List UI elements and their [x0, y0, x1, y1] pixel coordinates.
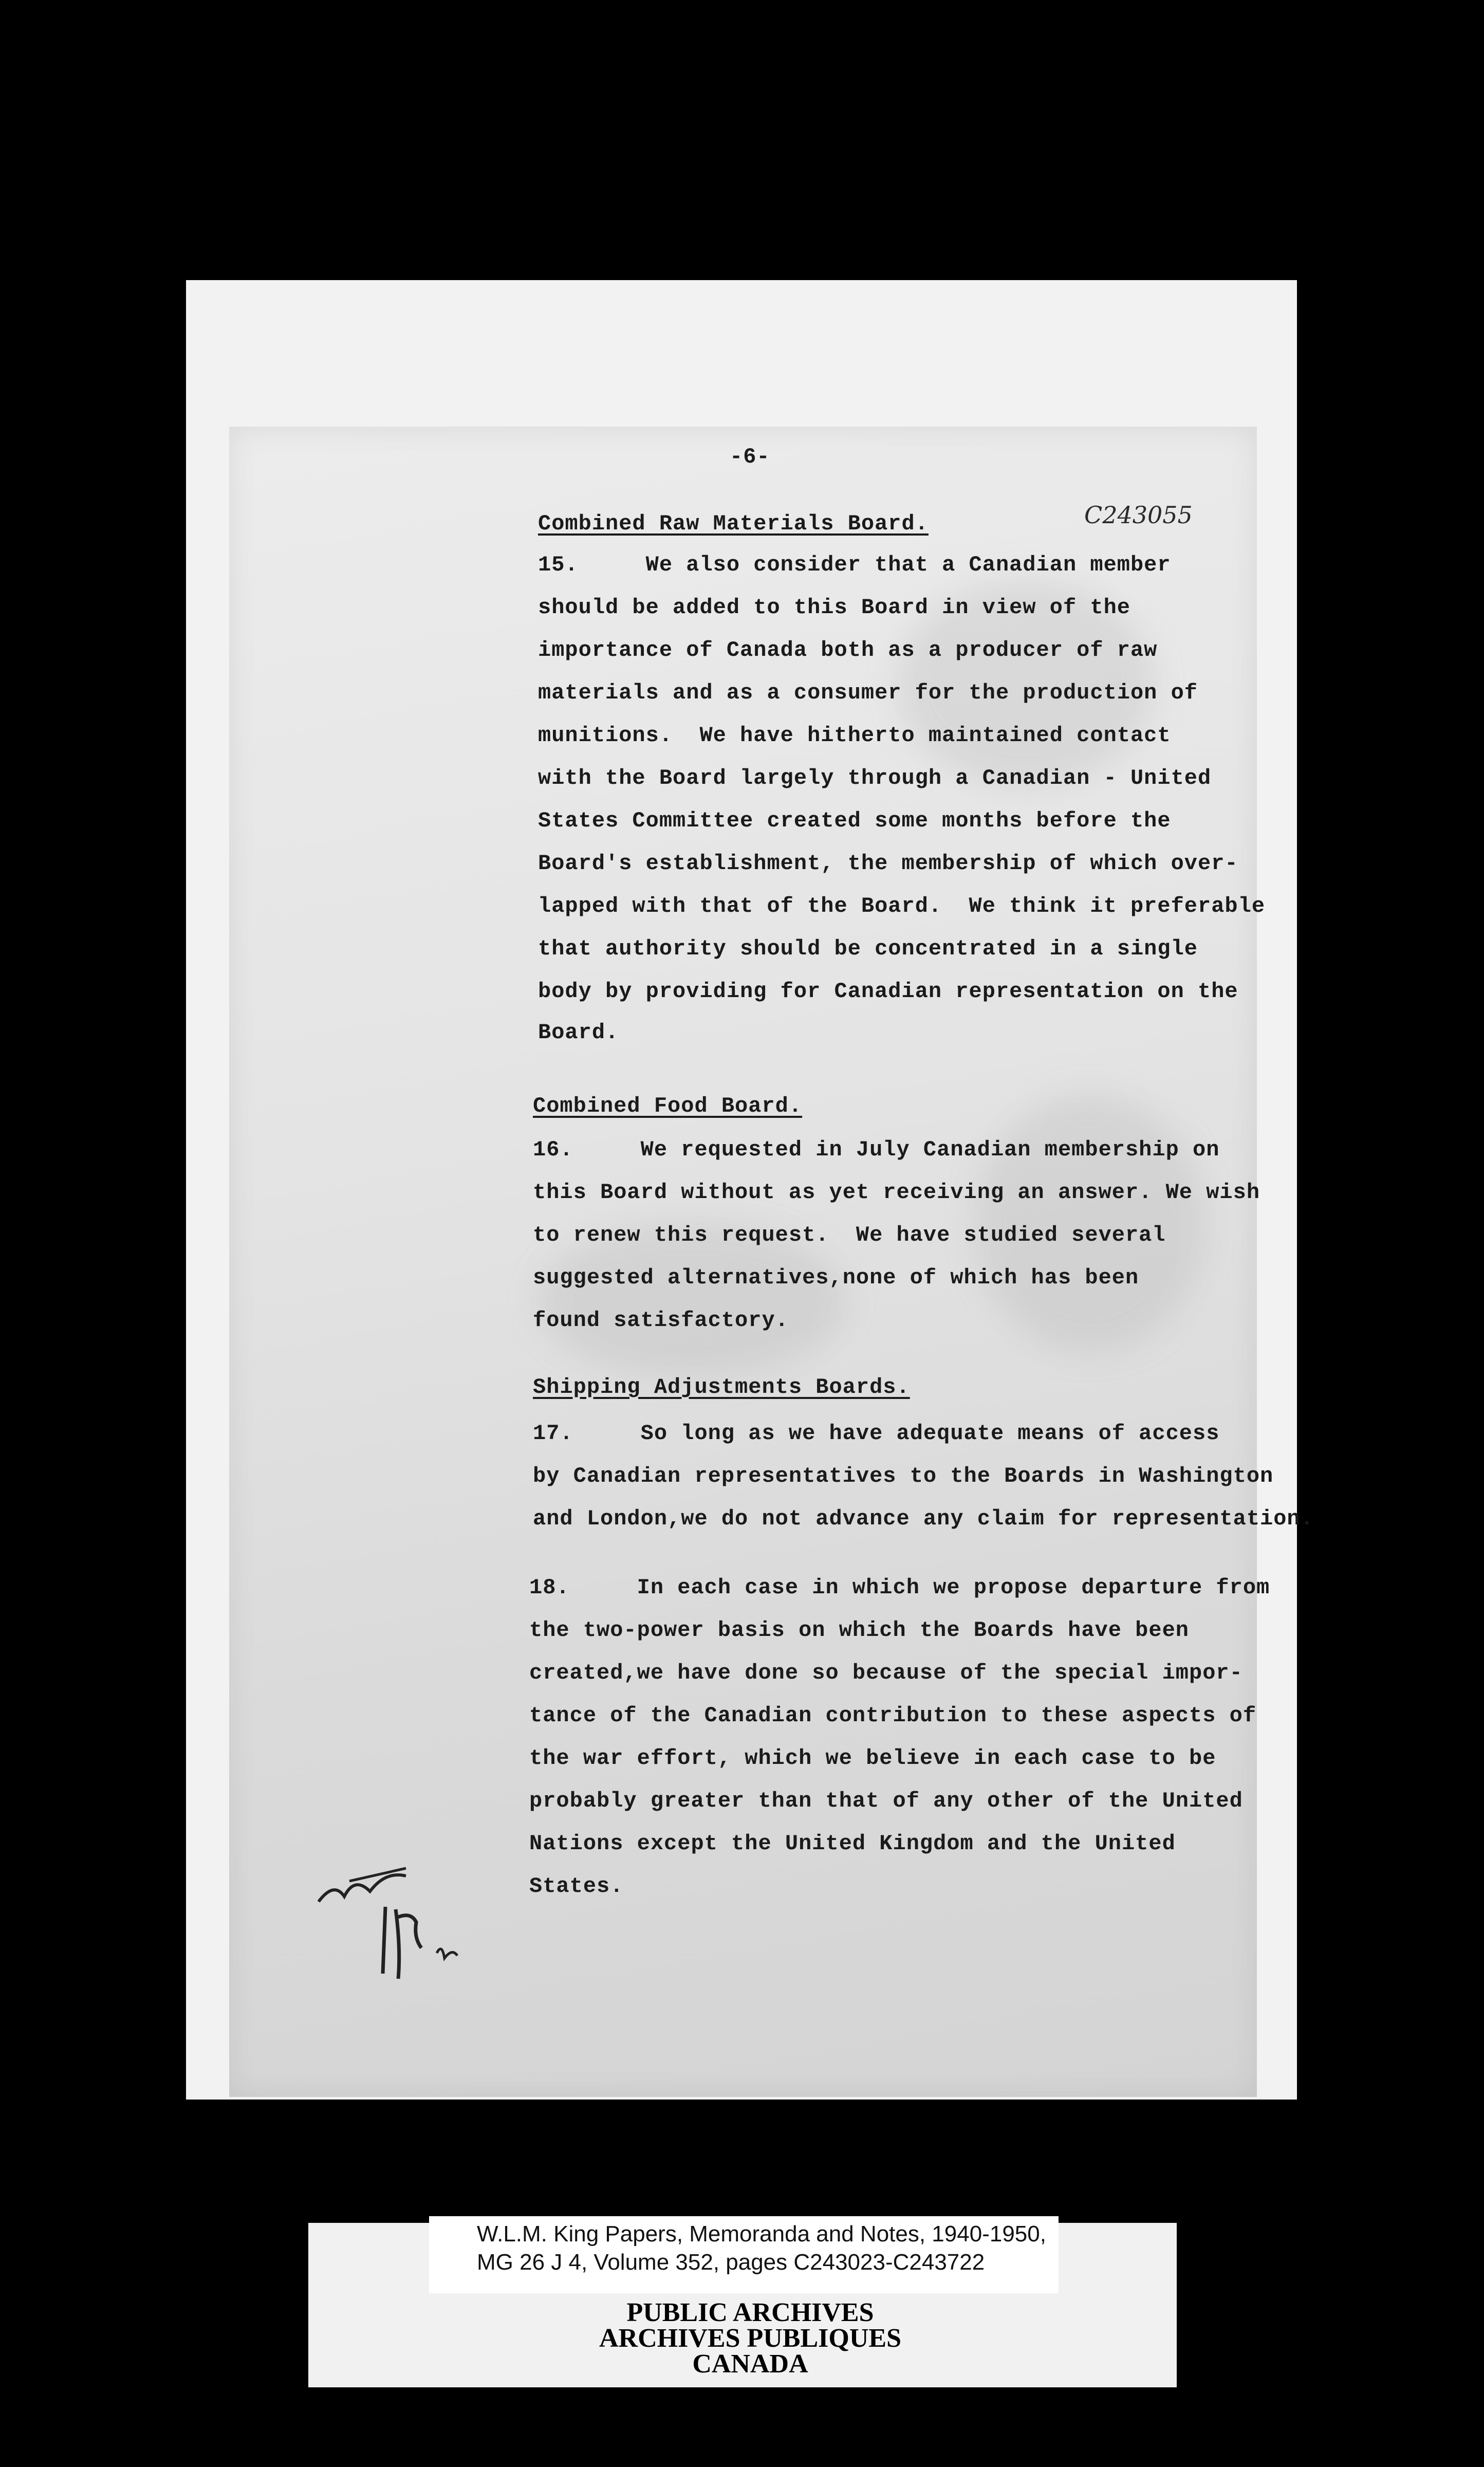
- body-line: tance of the Canadian contribution to these aspects of: [529, 1703, 1257, 1728]
- body-line: States Committee created some months before the: [538, 808, 1171, 833]
- body-line: importance of Canada both as a producer of raw: [538, 638, 1158, 662]
- section-heading-food-board: Combined Food Board.: [533, 1094, 803, 1118]
- collection-line: MG 26 J 4, Volume 352, pages C243023-C243722: [477, 2250, 985, 2275]
- body-line: munitions. We have hitherto maintained contact: [538, 723, 1171, 748]
- section-heading-raw-materials: Combined Raw Materials Board.: [538, 511, 929, 536]
- page-number: -6-: [730, 445, 770, 469]
- body-line: 16. We requested in July Canadian membership on: [533, 1137, 1220, 1162]
- collection-line: W.L.M. King Papers, Memoranda and Notes, 1940-1950,: [477, 2221, 1046, 2247]
- handwritten-initials: [288, 1819, 493, 2004]
- body-line: Board's establishment, the membership of which over-: [538, 851, 1238, 876]
- body-line: this Board without as yet receiving an answer. We wish: [533, 1180, 1260, 1205]
- archive-stamp-line: ARCHIVES PUBLIQUES: [599, 2324, 902, 2353]
- body-line: created,we have done so because of the special impor-: [529, 1661, 1243, 1685]
- body-line: body by providing for Canadian representation on the: [538, 979, 1238, 1004]
- body-line: materials and as a consumer for the production of: [538, 680, 1198, 705]
- body-line: and London,we do not advance any claim for representation.: [533, 1506, 1314, 1531]
- body-line: Board.: [538, 1020, 619, 1045]
- body-line: with the Board largely through a Canadian - United: [538, 766, 1212, 790]
- body-line: should be added to this Board in view of the: [538, 595, 1130, 620]
- body-line: States.: [529, 1874, 624, 1899]
- archive-stamp-line: CANADA: [692, 2349, 808, 2379]
- body-line: found satisfactory.: [533, 1308, 789, 1333]
- body-line: the war effort, which we believe in each case to be: [529, 1746, 1216, 1771]
- body-line: to renew this request. We have studied several: [533, 1223, 1166, 1247]
- body-line: 17. So long as we have adequate means of access: [533, 1421, 1220, 1446]
- body-line: by Canadian representatives to the Boards in Washington: [533, 1464, 1274, 1488]
- archive-stamp-line: PUBLIC ARCHIVES: [626, 2298, 874, 2327]
- body-line: lapped with that of the Board. We think it preferable: [538, 894, 1266, 918]
- body-line: suggested alternatives,none of which has been: [533, 1265, 1139, 1290]
- body-line: that authority should be concentrated in a single: [538, 936, 1198, 961]
- folio-number: C243055: [1084, 501, 1193, 529]
- body-line: Nations except the United Kingdom and the United: [529, 1831, 1176, 1856]
- section-heading-shipping: Shipping Adjustments Boards.: [533, 1375, 910, 1400]
- body-line: probably greater than that of any other of the United: [529, 1789, 1243, 1813]
- body-line: 15. We also consider that a Canadian member: [538, 553, 1171, 577]
- body-line: 18. In each case in which we propose departure from: [529, 1575, 1270, 1600]
- body-line: the two-power basis on which the Boards have been: [529, 1618, 1190, 1643]
